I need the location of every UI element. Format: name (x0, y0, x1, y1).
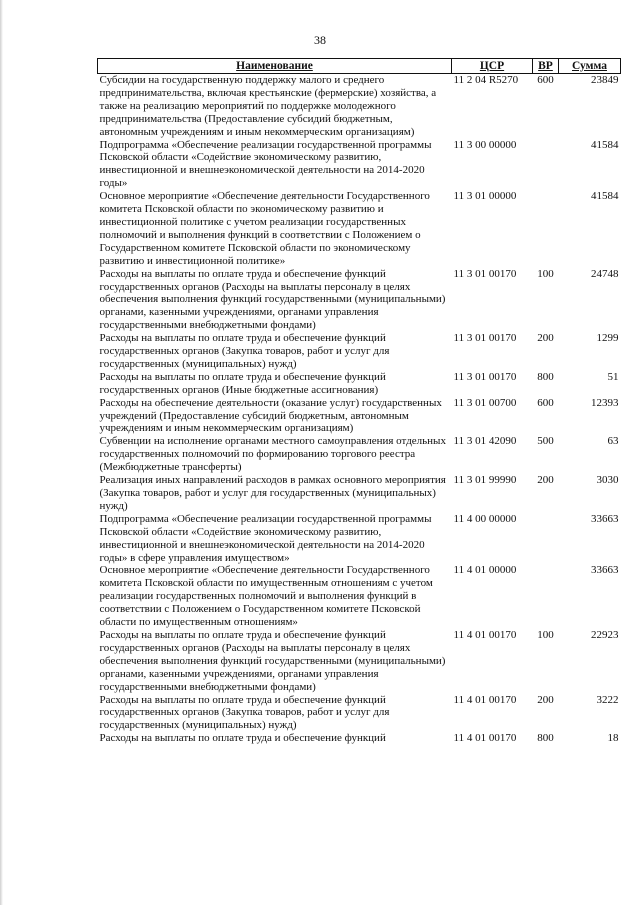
row-sum: 1299 (596, 332, 619, 345)
row-sum: 33663 (591, 564, 619, 577)
row-sum: 18 (607, 732, 619, 745)
row-vr: 600 (537, 396, 554, 409)
page-number: 38 (314, 33, 326, 47)
row-vr: 100 (537, 628, 554, 641)
table-row (98, 371, 621, 397)
row-sum: 22923 (591, 628, 619, 641)
row-vr (533, 564, 559, 629)
header-vr: ВР (533, 59, 559, 74)
table-row (98, 564, 621, 629)
row-vr: 200 (537, 474, 554, 487)
row-name: Расходы на выплаты по оплате труда и обеспечение функций государственных органов (Расходы на выплаты персоналу в целях обеспечения выполнения функций государственными (муниципальными) органами, казенными учреждениями, органами управления государственными внебюджетными фондами) (99, 628, 446, 693)
row-vr: 800 (537, 732, 554, 745)
row-name: Расходы на выплаты по оплате труда и обеспечение функций государственных органов (Закупка товаров, работ и услуг для государственных (муниципальных) нужд) (99, 332, 390, 370)
row-vr: 800 (537, 370, 554, 383)
table-row (98, 397, 621, 436)
row-csr: 11 4 00 00000 (453, 512, 517, 525)
row-csr: 11 4 01 00170 (453, 732, 517, 745)
row-csr: 11 4 01 00000 (453, 564, 517, 577)
row-vr: 100 (537, 267, 554, 280)
table-row (98, 139, 621, 191)
row-csr: 11 3 01 99990 (453, 474, 517, 487)
row-vr (533, 139, 559, 191)
row-vr (533, 190, 559, 267)
row-sum: 23849 (591, 74, 619, 86)
table-row (98, 732, 621, 745)
row-csr: 11 3 01 00700 (453, 396, 517, 409)
row-csr: 11 4 01 00170 (453, 628, 517, 641)
row-sum: 51 (607, 370, 619, 383)
row-sum: 41584 (591, 190, 619, 203)
table-row (98, 513, 621, 565)
table-row (98, 629, 621, 694)
table-row (98, 332, 621, 371)
row-sum: 63 (607, 435, 619, 448)
row-vr (533, 513, 559, 565)
table-row (98, 474, 621, 513)
row-csr: 11 3 00 00000 (453, 138, 517, 151)
row-name: Расходы на выплаты по оплате труда и обеспечение функций государственных органов (Закупка товаров, работ и услуг для государственных (муниципальных) нужд) (99, 693, 390, 732)
row-name: Расходы на выплаты по оплате труда и обеспечение функций государственных органов (Иные бюджетные ассигнования) (99, 370, 386, 396)
row-name: Расходы на выплаты по оплате труда и обеспечение функций (99, 732, 386, 745)
row-vr: 200 (537, 332, 554, 345)
row-csr: 11 3 01 00170 (453, 332, 517, 345)
row-csr: 11 3 01 42090 (453, 435, 517, 448)
table-body (98, 74, 621, 746)
header-name: Наименование (98, 59, 452, 74)
row-sum: 12393 (591, 396, 619, 409)
table-row (98, 435, 621, 474)
row-csr: 11 3 01 00170 (453, 370, 517, 383)
row-csr: 11 4 01 00170 (453, 693, 517, 706)
table-row (98, 268, 621, 333)
scan-edge-shadow (0, 0, 3, 905)
row-name: Субвенции на исполнение органами местного самоуправления отдельных государственных полномочий по формированию торгового реестра (Межбюджетные трансферты) (99, 435, 446, 474)
row-name: Субсидии на государственную поддержку малого и среднего предпринимательства, включая крестьянские (фермерские) хозяйства, а также на реализацию мероприятий по поддержке молодежного предпринимательства (Предоставление субсидий бюджетным, автономным учреждениям и иным некоммерческим организациям) (99, 74, 437, 138)
row-vr: 200 (537, 693, 554, 706)
table-row (98, 190, 621, 267)
table-row (98, 74, 621, 139)
table-row (98, 694, 621, 733)
row-name: Основное мероприятие «Обеспечение деятельности Государственного комитета Псковской области по имущественным отношениям с учетом реализации государственных полномочий и выполнения функций в соответствии с Положением о Государственном комитете Псковской области по имущественным отношениям» (99, 564, 433, 629)
row-name: Реализация иных направлений расходов в рамках основного мероприятия (Закупка товаров, работ и услуг для государственных (муниципальных) нужд) (99, 474, 446, 512)
row-sum: 3222 (596, 693, 619, 706)
row-sum: 41584 (591, 138, 619, 151)
header-row (98, 59, 621, 74)
row-sum: 24748 (591, 267, 619, 280)
header-csr: ЦСР (452, 59, 533, 74)
row-name: Подпрограмма «Обеспечение реализации государственной программы Псковской области «Содействие экономическому развитию, инвестиционной и внешнеэкономической деятельности на 2014-2020 годы» (99, 138, 432, 190)
row-sum: 3030 (596, 474, 619, 487)
row-csr: 11 2 04 R5270 (453, 74, 519, 86)
budget-table (97, 58, 621, 745)
table-header (98, 59, 621, 74)
row-name: Подпрограмма «Обеспечение реализации государственной программы Псковской области «Содействие экономическому развитию, инвестиционной и внешнеэкономической деятельности на 2014-2020 годы» в сфере управления имуществом» (99, 512, 432, 564)
row-name: Расходы на обеспечение деятельности (оказание услуг) государственных учреждений (Предоставление субсидий бюджетным, автономным учреждениям и иным некоммерческим организациям) (99, 396, 442, 435)
row-csr: 11 3 01 00000 (453, 190, 517, 203)
row-vr: 500 (537, 435, 554, 448)
header-sum: Сумма (559, 59, 621, 74)
row-name: Основное мероприятие «Обеспечение деятельности Государственного комитета Псковской области по экономическому развитию и инвестиционной политике с учетом реализации государственных полномочий и выполнения функций в соответствии с Положением о Государственном комитете Псковской области по экономическому развитию и инвестиционной политике» (99, 190, 430, 267)
row-sum: 33663 (591, 512, 619, 525)
row-name: Расходы на выплаты по оплате труда и обеспечение функций государственных органов (Расходы на выплаты персоналу в целях обеспечения выполнения функций государственными (муниципальными) органами, казенными учреждениями, органами управления государственными внебюджетными фондами) (99, 267, 446, 332)
row-vr: 600 (537, 74, 554, 86)
row-csr: 11 3 01 00170 (453, 267, 517, 280)
